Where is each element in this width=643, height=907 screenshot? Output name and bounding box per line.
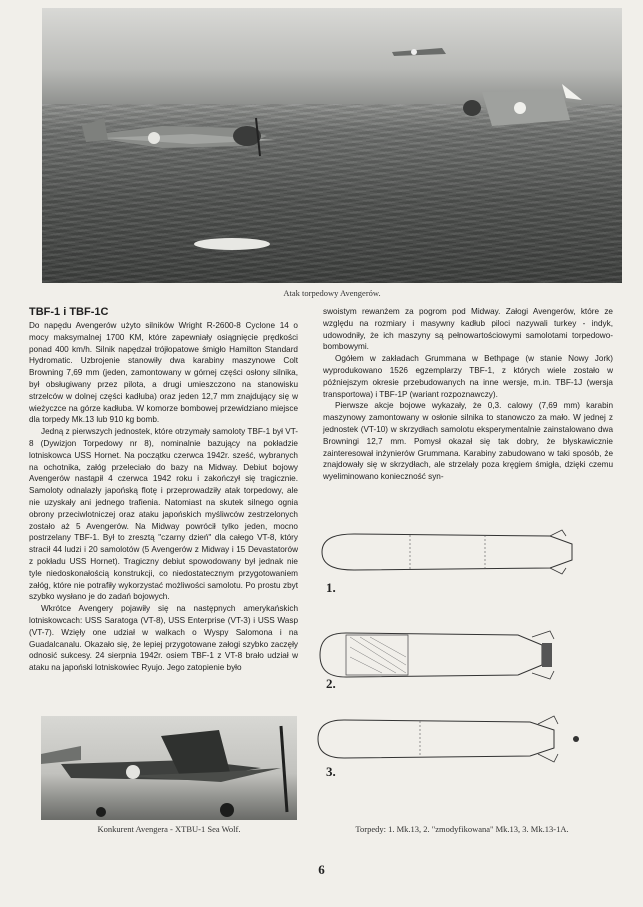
page-number: 6 [318,862,325,877]
dropped-torpedo [194,238,270,250]
sea-wolf-aircraft-illustration [41,716,297,820]
top-photo-caption: Atak torpedowy Avengerów. [283,288,381,298]
torpedo-drawing-3 [310,714,610,764]
paragraph: Ogółem w zakładach Grummana w Bethpage (w stanie Nowy Jork) wyprodukowano 1526 egzemplarzy TBF-1, z których wiele zostało w późniejszym okresie przebudowanych na inne wersje, m.in. TBF-1J (wersja transportowa) i TBF-1P (wariant rozpoznawczy). [323,354,613,399]
article-right-column [323,306,613,483]
article-left-column [29,306,298,674]
paragraph: Do napędu Avengerów użyto silników Wright R-2600-8 Cyclone 14 o mocy maksymalnej 1700 KM, które zapewniały osiągnięcie prędkości ponad 400 km/h. Silnik napędzał trójłopatowe śmigło Hamilton Standard Hydromatic. Uzbrojenie stanowiły dwa karabiny maszynowe Colt Browning 7,69 mm (jeden, zamontowany w górnej części osłony silnika, był obsługiwany przez pilota, a drugi umieszczono na stanowisku strzelców w dolnej części kadłuba) oraz jeden 12,7 mm znajdujący się w wieżyczce na górze kadłuba. W komorze bombowej przewidziano miejsce dla torpedy Mk.13 lub 910 kg bomb. [29,321,298,425]
torpedo-label-3: 3. [326,764,336,779]
paragraph: Pierwsze akcje bojowe wykazały, że 0,3. calowy (7,69 mm) karabin maszynowy zamontowany w osłonie silnika to stanowczo za mało. W jednej z jednostek (VT-10) w skrzydłach samolotu eksperymentalnie zainstalowano dwa Browningi 12,7 mm. Pomysł okazał się tak dobry, że błyskawicznie zainteresował inżynierów Grummana. Karabiny zabudowano w taki sposób, że znajdowały się w skrzydłach, ale strzelały poza kręgiem śmigła, dzięki czemu wyeliminowano konieczność syn- [323,401,613,482]
torpedo-label-2: 2. [326,676,336,691]
bottom-photo-caption: Konkurent Avengera - XTBU-1 Sea Wolf. [97,824,241,834]
torpedo-drawing-1 [310,528,610,576]
paragraph: Wkrótce Avengery pojawiły się na następnych amerykańskich lotniskowcach: USS Saratoga (VT-8), USS Enterprise (VT-3) i USS Wasp (VT-7). Wzięły one udział w walkach o Wyspy Salomona i na Guadalcanalu. Okazało się, że lepiej przygotowane załogi szybko zaczęły odnosić sukcesy. 24 sierpnia 1942r. osiem TBF-1 z VT-8 brało udział w ataku na japoński lotniskowiec Ryujo. Jego zatopienie było [29,604,298,673]
avenger-distant [392,48,446,56]
torpedo-label-1: 1. [326,580,336,595]
article-heading: TBF-1 i TBF-1C [29,306,109,318]
avenger-right [463,84,582,126]
photo-aircraft-illustration [42,8,622,283]
torpedo-drawing-2 [310,627,610,683]
torpedo-caption: Torpedy: 1. Mk.13, 2. "zmodyfikowana" Mk.13, 3. Mk.13-1A. [355,824,569,834]
paragraph: Jedną z pierwszych jednostek, które otrzymały samoloty TBF-1 był VT-8 (Dywizjon Torpedowy nr 8), nominalnie bazujący na pokładzie lotniskowca USS Hornet. Na początku czerwca 1942r. sześć, wybranych na ochotnika, załóg przeleciało do bazy na Midway. Debiut bojowy Avengerów nastąpił 4 czerwca 1942 roku i zakończył się tragicznie. Samoloty odnalazły japońską flotę i przeprowadziły atak torpedowy, ale nie uzyskały ani jednego trafienia. Natomiast na skutek silnego ognia obrony przeciwlotniczej oraz ataku japońskich myśliwców zestrzelonych zostało aż 5 Avengerów. Na Midway powrócił tylko jeden, mocno postrzelany TBF-1. Był to zresztą "czarny dzień" dla całego VT-8, który stracił 44 ludzi i 20 samolotów (5 Avengerów z Midway i 15 Devastatorów z pokładu USS Hornet). Tragiczny debiut spowodowany był jednak nie tyle niedoskonałością konstrukcji, co niedostatecznym przygotowaniem załóg, które nie potrafiły wykorzystać możliwości samolotu. Po prostu zbyt szybko wysłano je do zadań bojowych. [29,427,298,602]
sea-wolf-photo [41,716,297,820]
avenger-foreground [82,118,277,156]
paragraph: swoistym rewanżem za pogrom pod Midway. Załogi Avengerów, które ze względu na rozmiary i masywny kadłub piloci nazywali turkey - indyk, udowodniły, że ich maszyny są pełnowartościowymi samolotami torpedowo-bombowymi. [323,307,613,352]
torpedo-attack-photo [42,8,622,283]
